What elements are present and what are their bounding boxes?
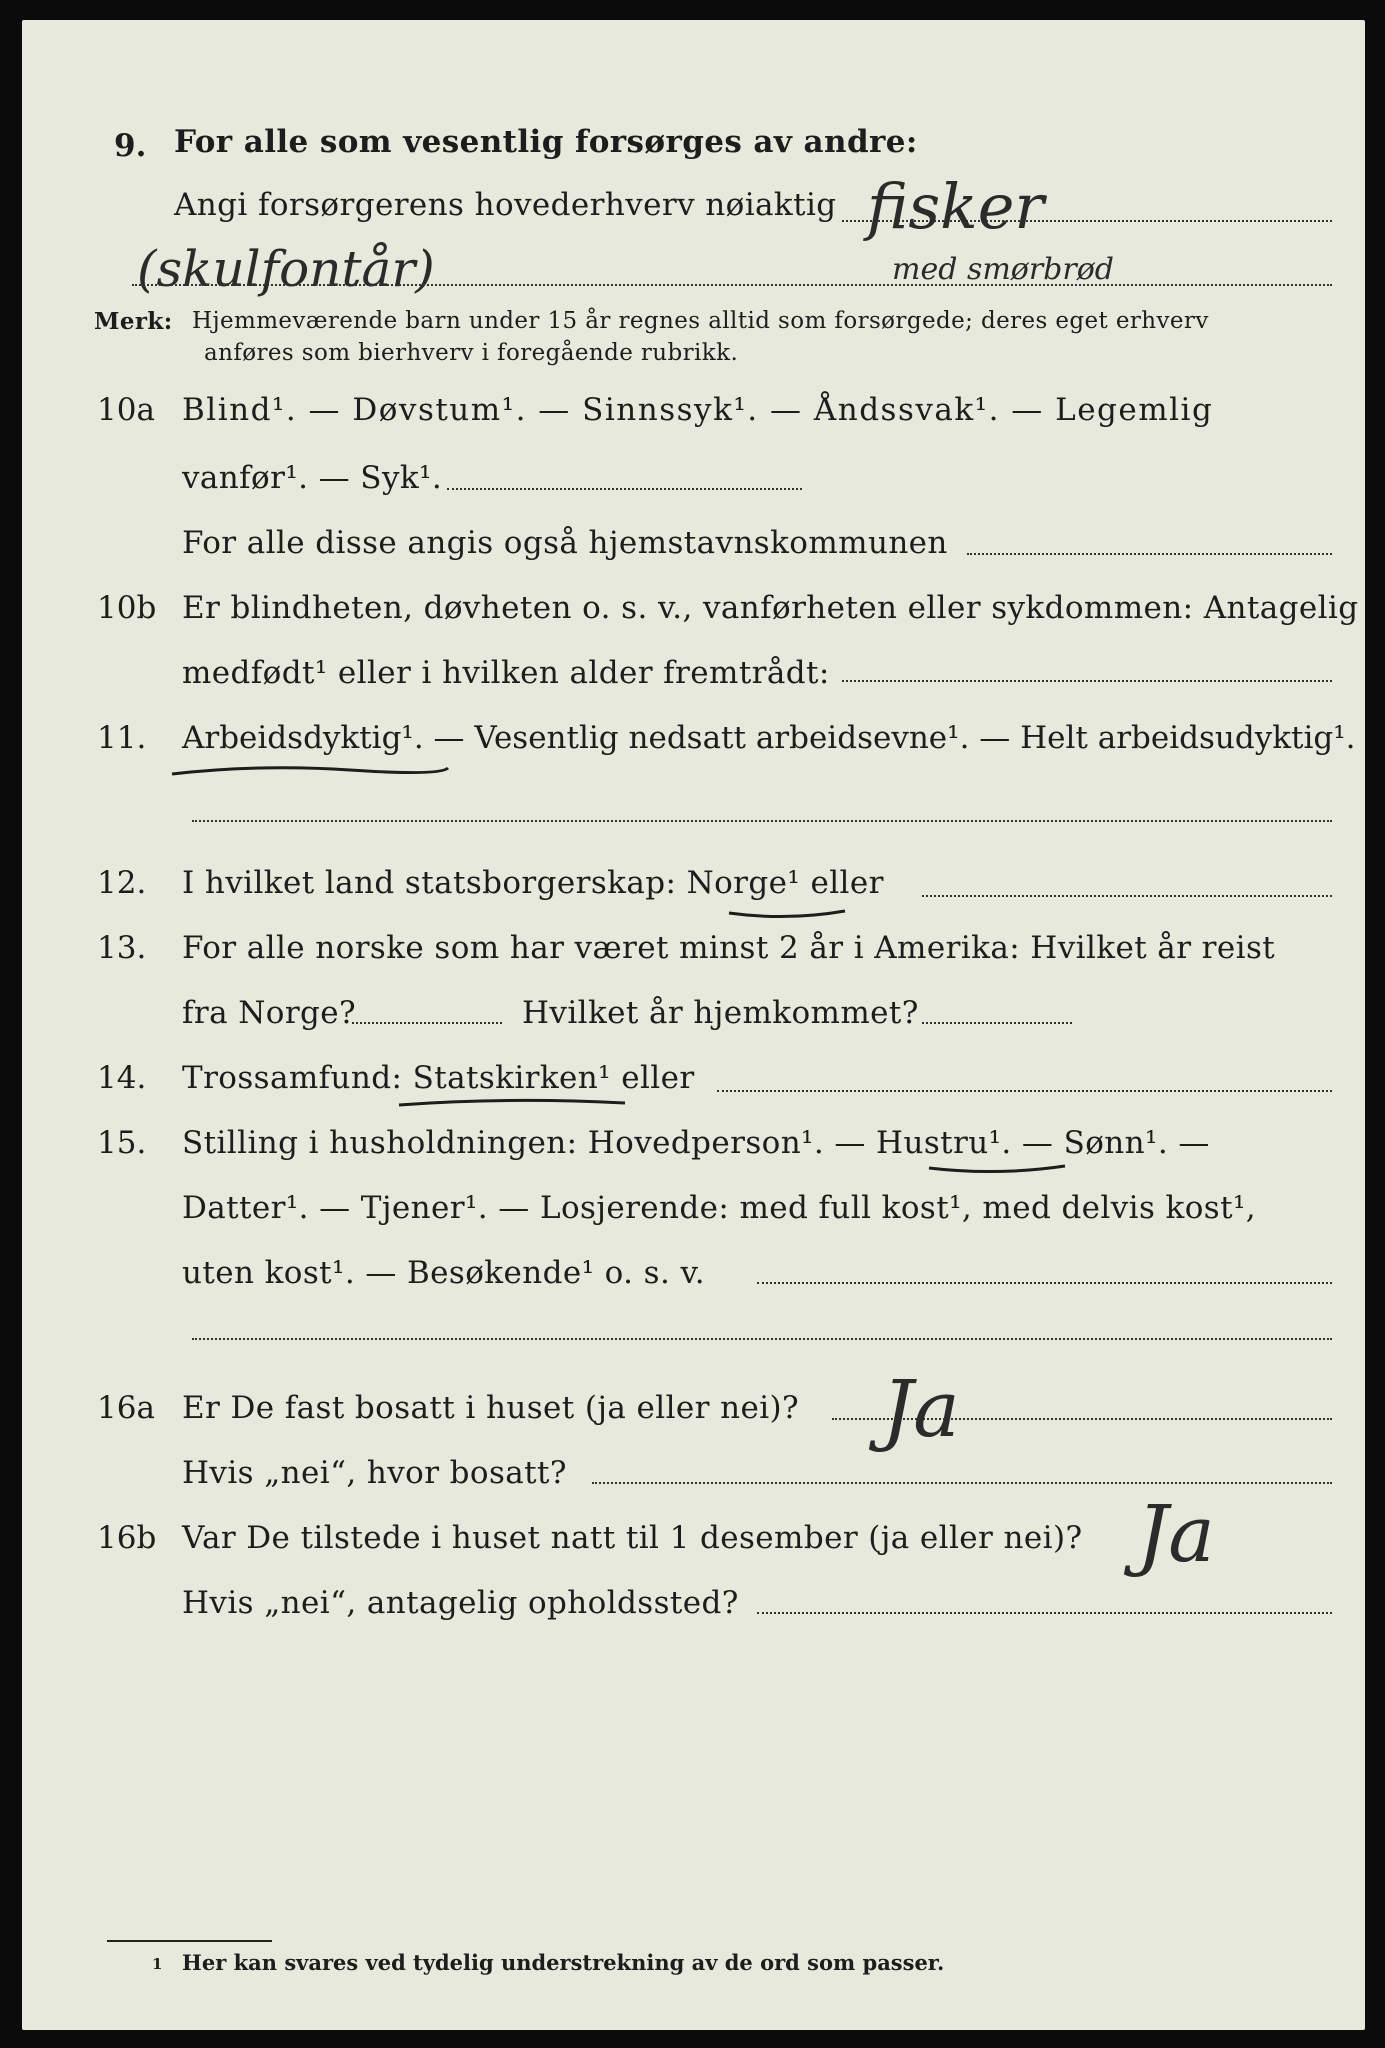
q16b-line-2: Hvis „nei“, antagelig opholdssted? <box>182 1585 739 1621</box>
q13-answer-line-1 <box>352 1022 502 1024</box>
q13-line-1: For alle norske som har været minst 2 år i Amerika: Hvilket år reist <box>182 930 1276 966</box>
q13-number: 13. <box>97 930 147 966</box>
footnote-text: Her kan svares ved tydelig understrekning av de ord som passer. <box>182 1950 945 1975</box>
q11-answer-line <box>192 820 1332 822</box>
q11-line-1: Arbeidsdyktig¹. — Vesentlig nedsatt arbeidsevne¹. — Helt arbeidsudyktig¹. <box>182 720 1356 756</box>
census-form-page <box>22 20 1365 2030</box>
footnote-rule <box>107 1940 272 1942</box>
q11-number: 11. <box>97 720 147 756</box>
q9-title: For alle som vesentlig forsørges av andre: <box>174 124 918 160</box>
q10a-answer-line <box>447 488 802 490</box>
q10a-answer-line-2 <box>967 553 1332 555</box>
q14-line-1: Trossamfund: Statskirken¹ eller <box>182 1060 695 1096</box>
q14-number: 14. <box>97 1060 147 1096</box>
merk-label: Merk: <box>94 308 173 335</box>
q9-handwritten-detail: (skulfontår) <box>137 240 435 298</box>
merk-text-2: anføres som bierhverv i foregående rubrikk. <box>204 340 739 366</box>
q13-line-2a: fra Norge? <box>182 995 357 1031</box>
q10b-line-1: Er blindheten, døvheten o. s. v., vanførheten eller sykdommen: Antagelig <box>182 590 1359 626</box>
q14-underline-mark <box>397 1095 627 1111</box>
q16a-line-1: Er De fast bosatt i huset (ja eller nei)? <box>182 1390 800 1426</box>
merk-text-1: Hjemmeværende barn under 15 år regnes alltid som forsørgede; deres eget erhverv <box>192 308 1209 334</box>
q15-number: 15. <box>97 1125 147 1161</box>
q16a-answer-line-2 <box>592 1482 1332 1484</box>
q16a-number: 16a <box>97 1390 155 1426</box>
q15-underline-mark <box>927 1160 1067 1176</box>
q10a-line-2: vanfør¹. — Syk¹. <box>182 460 443 496</box>
q16b-line-1: Var De tilstede i huset natt til 1 desember (ja eller nei)? <box>182 1520 1083 1556</box>
q14-answer-line <box>717 1090 1332 1092</box>
q9-second-line <box>132 284 1332 286</box>
q16b-number: 16b <box>97 1520 157 1556</box>
q13-answer-line-2 <box>922 1022 1072 1024</box>
q10b-answer-line <box>842 680 1332 682</box>
q16a-line-2: Hvis „nei“, hvor bosatt? <box>182 1455 567 1491</box>
q10b-number: 10b <box>97 590 157 626</box>
q10a-number: 10a <box>97 392 155 428</box>
q12-underline-mark <box>727 905 847 921</box>
q10a-line-3: For alle disse angis også hjemstavnskommunen <box>182 525 948 561</box>
q9-handwritten-occupation: fisker <box>867 170 1045 243</box>
q16b-handwritten-answer: Ja <box>1137 1490 1215 1580</box>
q12-number: 12. <box>97 865 147 901</box>
q12-line-1: I hvilket land statsborgerskap: Norge¹ eller <box>182 865 884 901</box>
q15-line-2: Datter¹. — Tjener¹. — Losjerende: med full kost¹, med delvis kost¹, <box>182 1190 1257 1226</box>
q15-answer-line-2 <box>192 1338 1332 1340</box>
q16a-handwritten-answer: Ja <box>882 1365 960 1455</box>
footnote-marker: 1 <box>152 1955 163 1973</box>
q12-answer-line <box>922 895 1332 897</box>
q10b-line-2: medfødt¹ eller i hvilken alder fremtrådt: <box>182 655 830 691</box>
q15-line-3: uten kost¹. — Besøkende¹ o. s. v. <box>182 1255 705 1291</box>
q15-answer-line <box>757 1282 1332 1284</box>
q15-line-1: Stilling i husholdningen: Hovedperson¹. — Hustru¹. — Sønn¹. — <box>182 1125 1210 1161</box>
q9-handwritten-note: med smørbrød <box>892 252 1114 287</box>
q11-underline-mark <box>170 760 450 780</box>
q16b-answer-line <box>757 1612 1332 1614</box>
q13-line-2b: Hvilket år hjemkommet? <box>522 995 919 1031</box>
q9-prompt: Angi forsørgerens hovederhverv nøiaktig <box>174 187 837 223</box>
q10a-line-1: Blind¹. — Døvstum¹. — Sinnssyk¹. — Åndssvak¹. — Legemlig <box>182 392 1214 428</box>
q9-number: 9. <box>114 128 147 164</box>
